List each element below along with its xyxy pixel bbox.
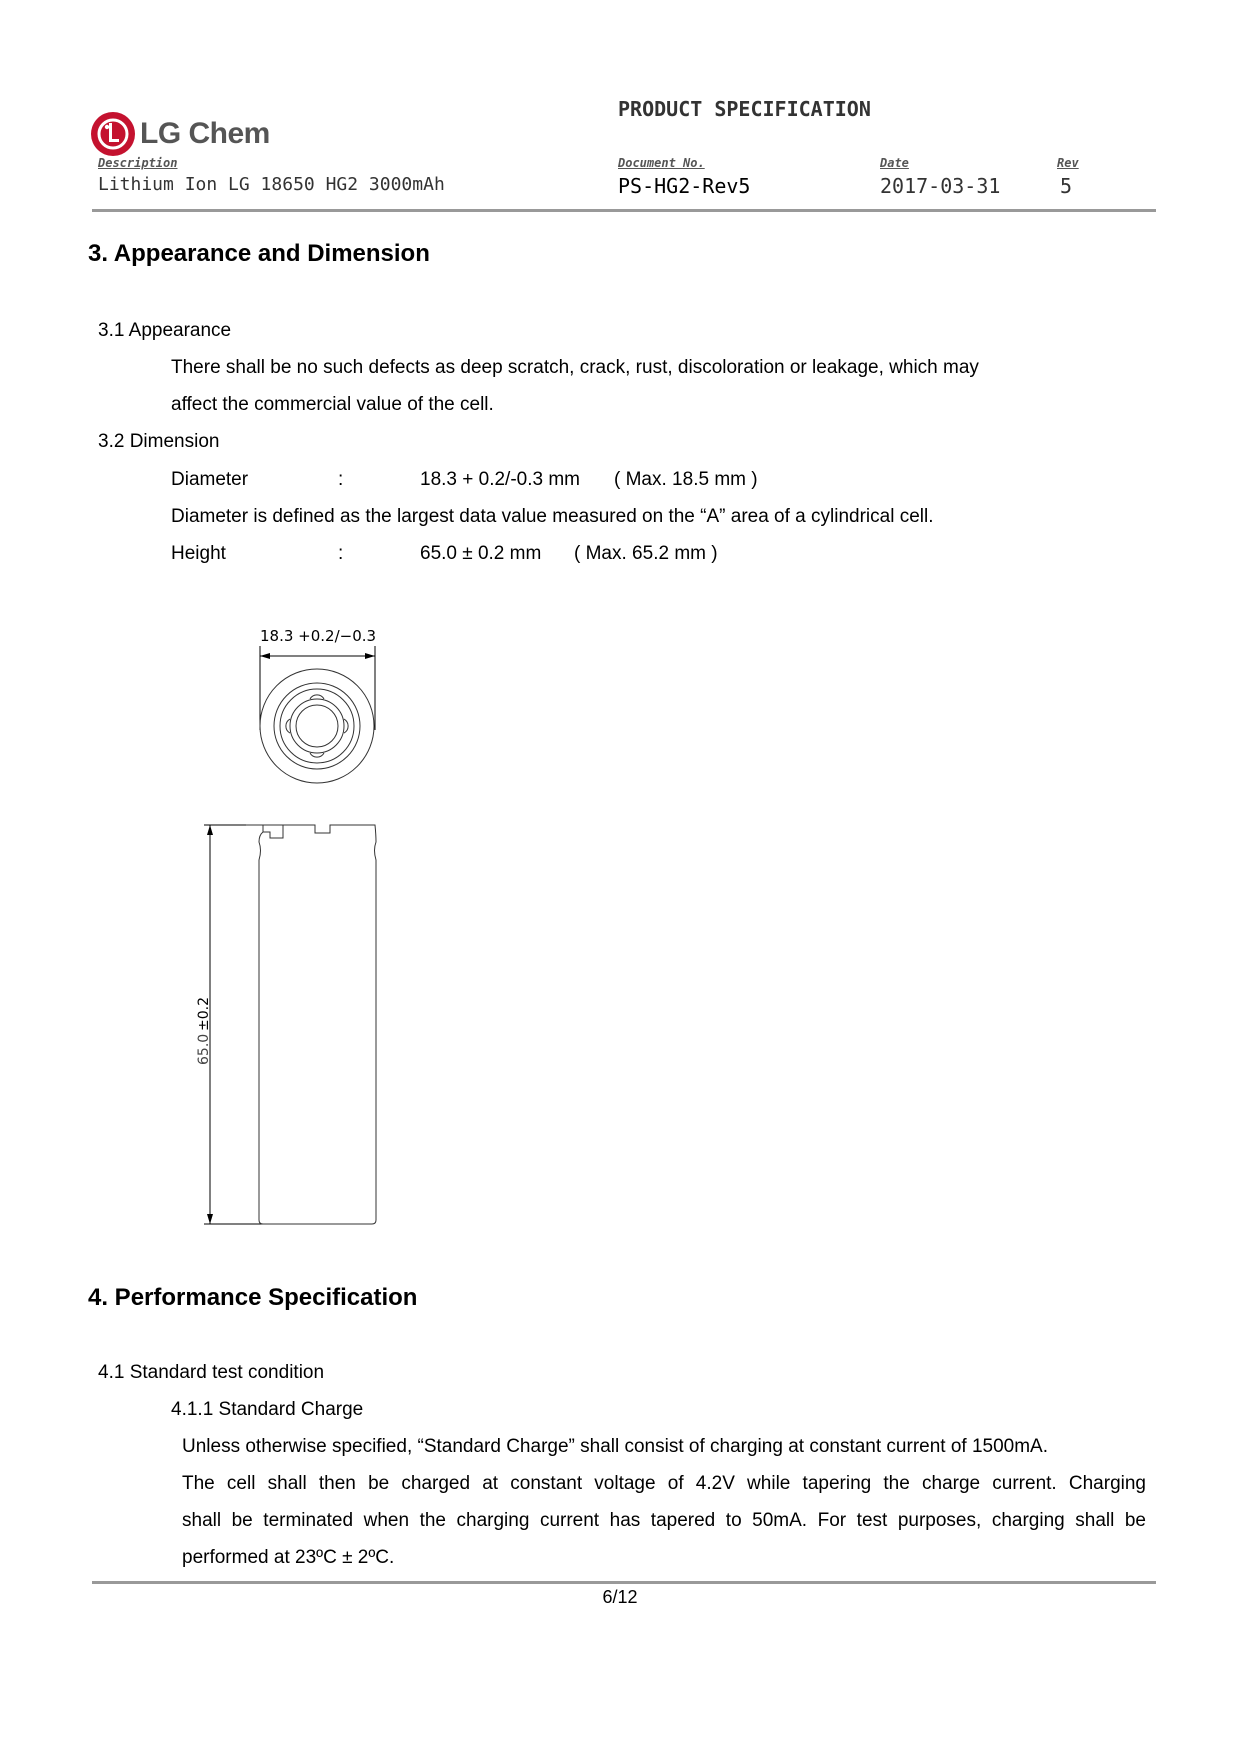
diameter-colon: : (338, 469, 344, 490)
docno-value: PS-HG2-Rev5 (618, 174, 751, 198)
description-value: Lithium Ion LG 18650 HG2 3000mAh (98, 174, 445, 195)
footer-rule (92, 1581, 1156, 1584)
appearance-text-1: There shall be no such defects as deep scratch, crack, rust, discoloration or leakage, which may (171, 357, 979, 378)
diameter-arrow-left (260, 653, 270, 659)
cell-top-view (260, 669, 374, 783)
description-label: Description (98, 156, 178, 170)
rev-value: 5 (1060, 174, 1073, 198)
docno-label: Document No. (618, 156, 705, 170)
appearance-text-2: affect the commercial value of the cell. (171, 394, 494, 415)
date-value: 2017-03-31 (880, 174, 1001, 198)
standard-charge-line-1: Unless otherwise specified, “Standard Charge” shall consist of charging at constant current of 1500mA. (182, 1436, 1049, 1457)
standard-test-condition-heading: 4.1 Standard test condition (98, 1362, 325, 1383)
diameter-label: Diameter (171, 469, 249, 490)
height-value: 65.0 ± 0.2 mm (420, 543, 542, 564)
doc-title: PRODUCT SPECIFICATION (618, 97, 871, 121)
diameter-max: ( Max. 18.5 mm ) (614, 469, 758, 490)
diameter-note: Diameter is defined as the largest data value measured on the “A” area of a cylindrical cell. (171, 506, 934, 527)
height-label: Height (171, 543, 226, 564)
lg-chem-logo (90, 110, 270, 158)
dimension-heading: 3.2 Dimension (98, 431, 220, 452)
standard-charge-line-4: performed at 23ºC ± 2ºC. (182, 1547, 395, 1568)
cell-dimension-drawing (190, 620, 410, 1230)
diameter-arrow-right (365, 653, 375, 659)
height-tolerance-annotation: ±0.2 (196, 997, 212, 1031)
standard-charge-line-2: The cell shall then be charged at constant voltage of 4.2V while tapering the charge current. Charging (182, 1473, 1146, 1494)
diameter-value: 18.3 + 0.2/-0.3 mm (420, 469, 580, 490)
height-arrow-top (207, 825, 213, 835)
height-arrow-bottom (207, 1214, 213, 1224)
standard-charge-line-3: shall be terminated when the charging current has tapered to 50mA. For test purposes, charging shall be (182, 1510, 1146, 1531)
section3-heading: 3. Appearance and Dimension (88, 240, 430, 267)
standard-charge-heading: 4.1.1 Standard Charge (171, 1399, 364, 1420)
appearance-heading: 3.1 Appearance (98, 320, 232, 341)
rev-label: Rev (1057, 156, 1079, 170)
lg-logo-icon (90, 111, 136, 157)
cell-side-view (246, 825, 376, 1224)
diameter-annotation: 18.3 +0.2/−0.3 (260, 627, 377, 645)
height-max: ( Max. 65.2 mm ) (574, 543, 718, 564)
section4-heading: 4. Performance Specification (88, 1284, 418, 1311)
date-label: Date (880, 156, 909, 170)
header-rule (92, 209, 1156, 212)
page-number: 6/12 (602, 1587, 638, 1607)
height-annotation: 65.0 (196, 1033, 212, 1065)
height-colon: : (338, 543, 344, 564)
logo-text: LG Chem (140, 117, 270, 150)
